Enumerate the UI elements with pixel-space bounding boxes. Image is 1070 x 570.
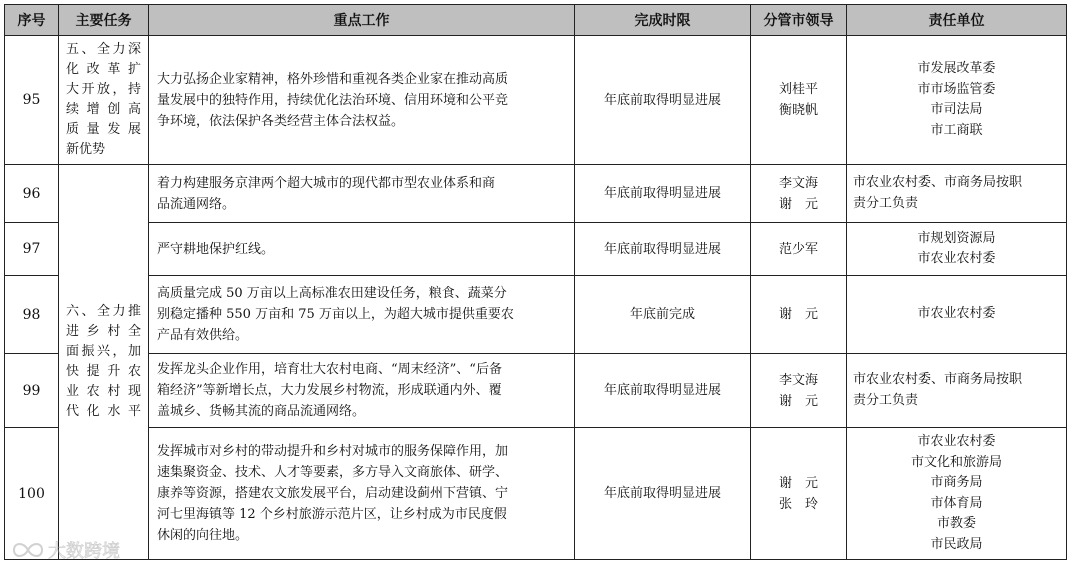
deadline-cell: 年底前取得明显进展 [575, 165, 751, 223]
row-seq: 99 [5, 354, 59, 428]
leader-cell: 李文海 谢 元 [751, 354, 847, 428]
header-leader: 分管市领导 [751, 5, 847, 36]
header-units: 责任单位 [847, 5, 1067, 36]
deadline-cell: 年底前取得明显进展 [575, 354, 751, 428]
work-cell: 发挥城市对乡村的带动提升和乡村对城市的服务保障作用，加 速集聚资金、技术、人才等要素，多方导入文商旅体、研学、 康养等资源，搭建农文旅发展平台，启动建设蓟州下营镇、宁 河七里海镇等 12 个乡村旅游示范片区，让乡村成为市民度假 休闲的向往地。 [149, 428, 575, 560]
units-cell: 市规划资源局 市农业农村委 [847, 223, 1067, 276]
leader-cell: 谢 元 [751, 276, 847, 354]
units-cell: 市发展改革委 市市场监管委 市司法局 市工商联 [847, 36, 1067, 165]
watermark-logo [10, 536, 150, 564]
leader-cell: 李文海 谢 元 [751, 165, 847, 223]
work-cell: 大力弘扬企业家精神，格外珍惜和重视各类企业家在推动高质 量发展中的独特作用，持续优化法治环境、信用环境和公平竞 争环境，依法保护各类经营主体合法权益。 [149, 36, 575, 165]
table-row [5, 428, 1067, 560]
deadline-cell: 年底前取得明显进展 [575, 223, 751, 276]
table-row [5, 165, 1067, 223]
task-cell-merged: 六、全力推 进乡村全 面振兴，加 快提升农 业农村现 代化水平 [59, 165, 149, 560]
table-row [5, 354, 1067, 428]
key-work-table [4, 4, 1067, 560]
row-seq: 98 [5, 276, 59, 354]
work-cell: 高质量完成 50 万亩以上高标准农田建设任务，粮食、蔬菜分 别稳定播种 550 万亩和 75 万亩以上，为超大城市提供重要农 产品有效供给。 [149, 276, 575, 354]
table-row [5, 36, 1067, 165]
leader-cell: 刘桂平 衡晓帆 [751, 36, 847, 165]
row-seq: 95 [5, 36, 59, 165]
leader-cell: 范少军 [751, 223, 847, 276]
table-row [5, 276, 1067, 354]
table-row [5, 223, 1067, 276]
leader-cell: 谢 元 张 玲 [751, 428, 847, 560]
row-seq: 96 [5, 165, 59, 223]
task-cell: 五、全力深 化改革扩 大开放，持 续增创高 质量发展 新优势 [59, 36, 149, 165]
work-cell: 着力构建服务京津两个超大城市的现代都市型农业体系和商 品流通网络。 [149, 165, 575, 223]
watermark-text: 大数跨境 [48, 541, 120, 562]
units-cell: 市农业农村委、市商务局按职 责分工负责 [847, 165, 1067, 223]
deadline-cell: 年底前取得明显进展 [575, 428, 751, 560]
row-seq: 100 [5, 428, 59, 560]
header-task: 主要任务 [59, 5, 149, 36]
units-cell: 市农业农村委、市商务局按职 责分工负责 [847, 354, 1067, 428]
units-cell: 市农业农村委 市文化和旅游局 市商务局 市体育局 市教委 市民政局 [847, 428, 1067, 560]
header-work: 重点工作 [149, 5, 575, 36]
header-seq: 序号 [5, 5, 59, 36]
work-cell: 发挥龙头企业作用，培育壮大农村电商、“周末经济”、“后备 箱经济”等新增长点，大力发展乡村物流，形成联通内外、覆 盖城乡、货畅其流的商品流通网络。 [149, 354, 575, 428]
row-seq: 97 [5, 223, 59, 276]
deadline-cell: 年底前完成 [575, 276, 751, 354]
table-header-row [5, 5, 1067, 36]
watermark-infinity-icon [14, 544, 42, 556]
document-page [4, 4, 1066, 560]
deadline-cell: 年底前取得明显进展 [575, 36, 751, 165]
units-cell: 市农业农村委 [847, 276, 1067, 354]
header-deadline: 完成时限 [575, 5, 751, 36]
work-cell: 严守耕地保护红线。 [149, 223, 575, 276]
